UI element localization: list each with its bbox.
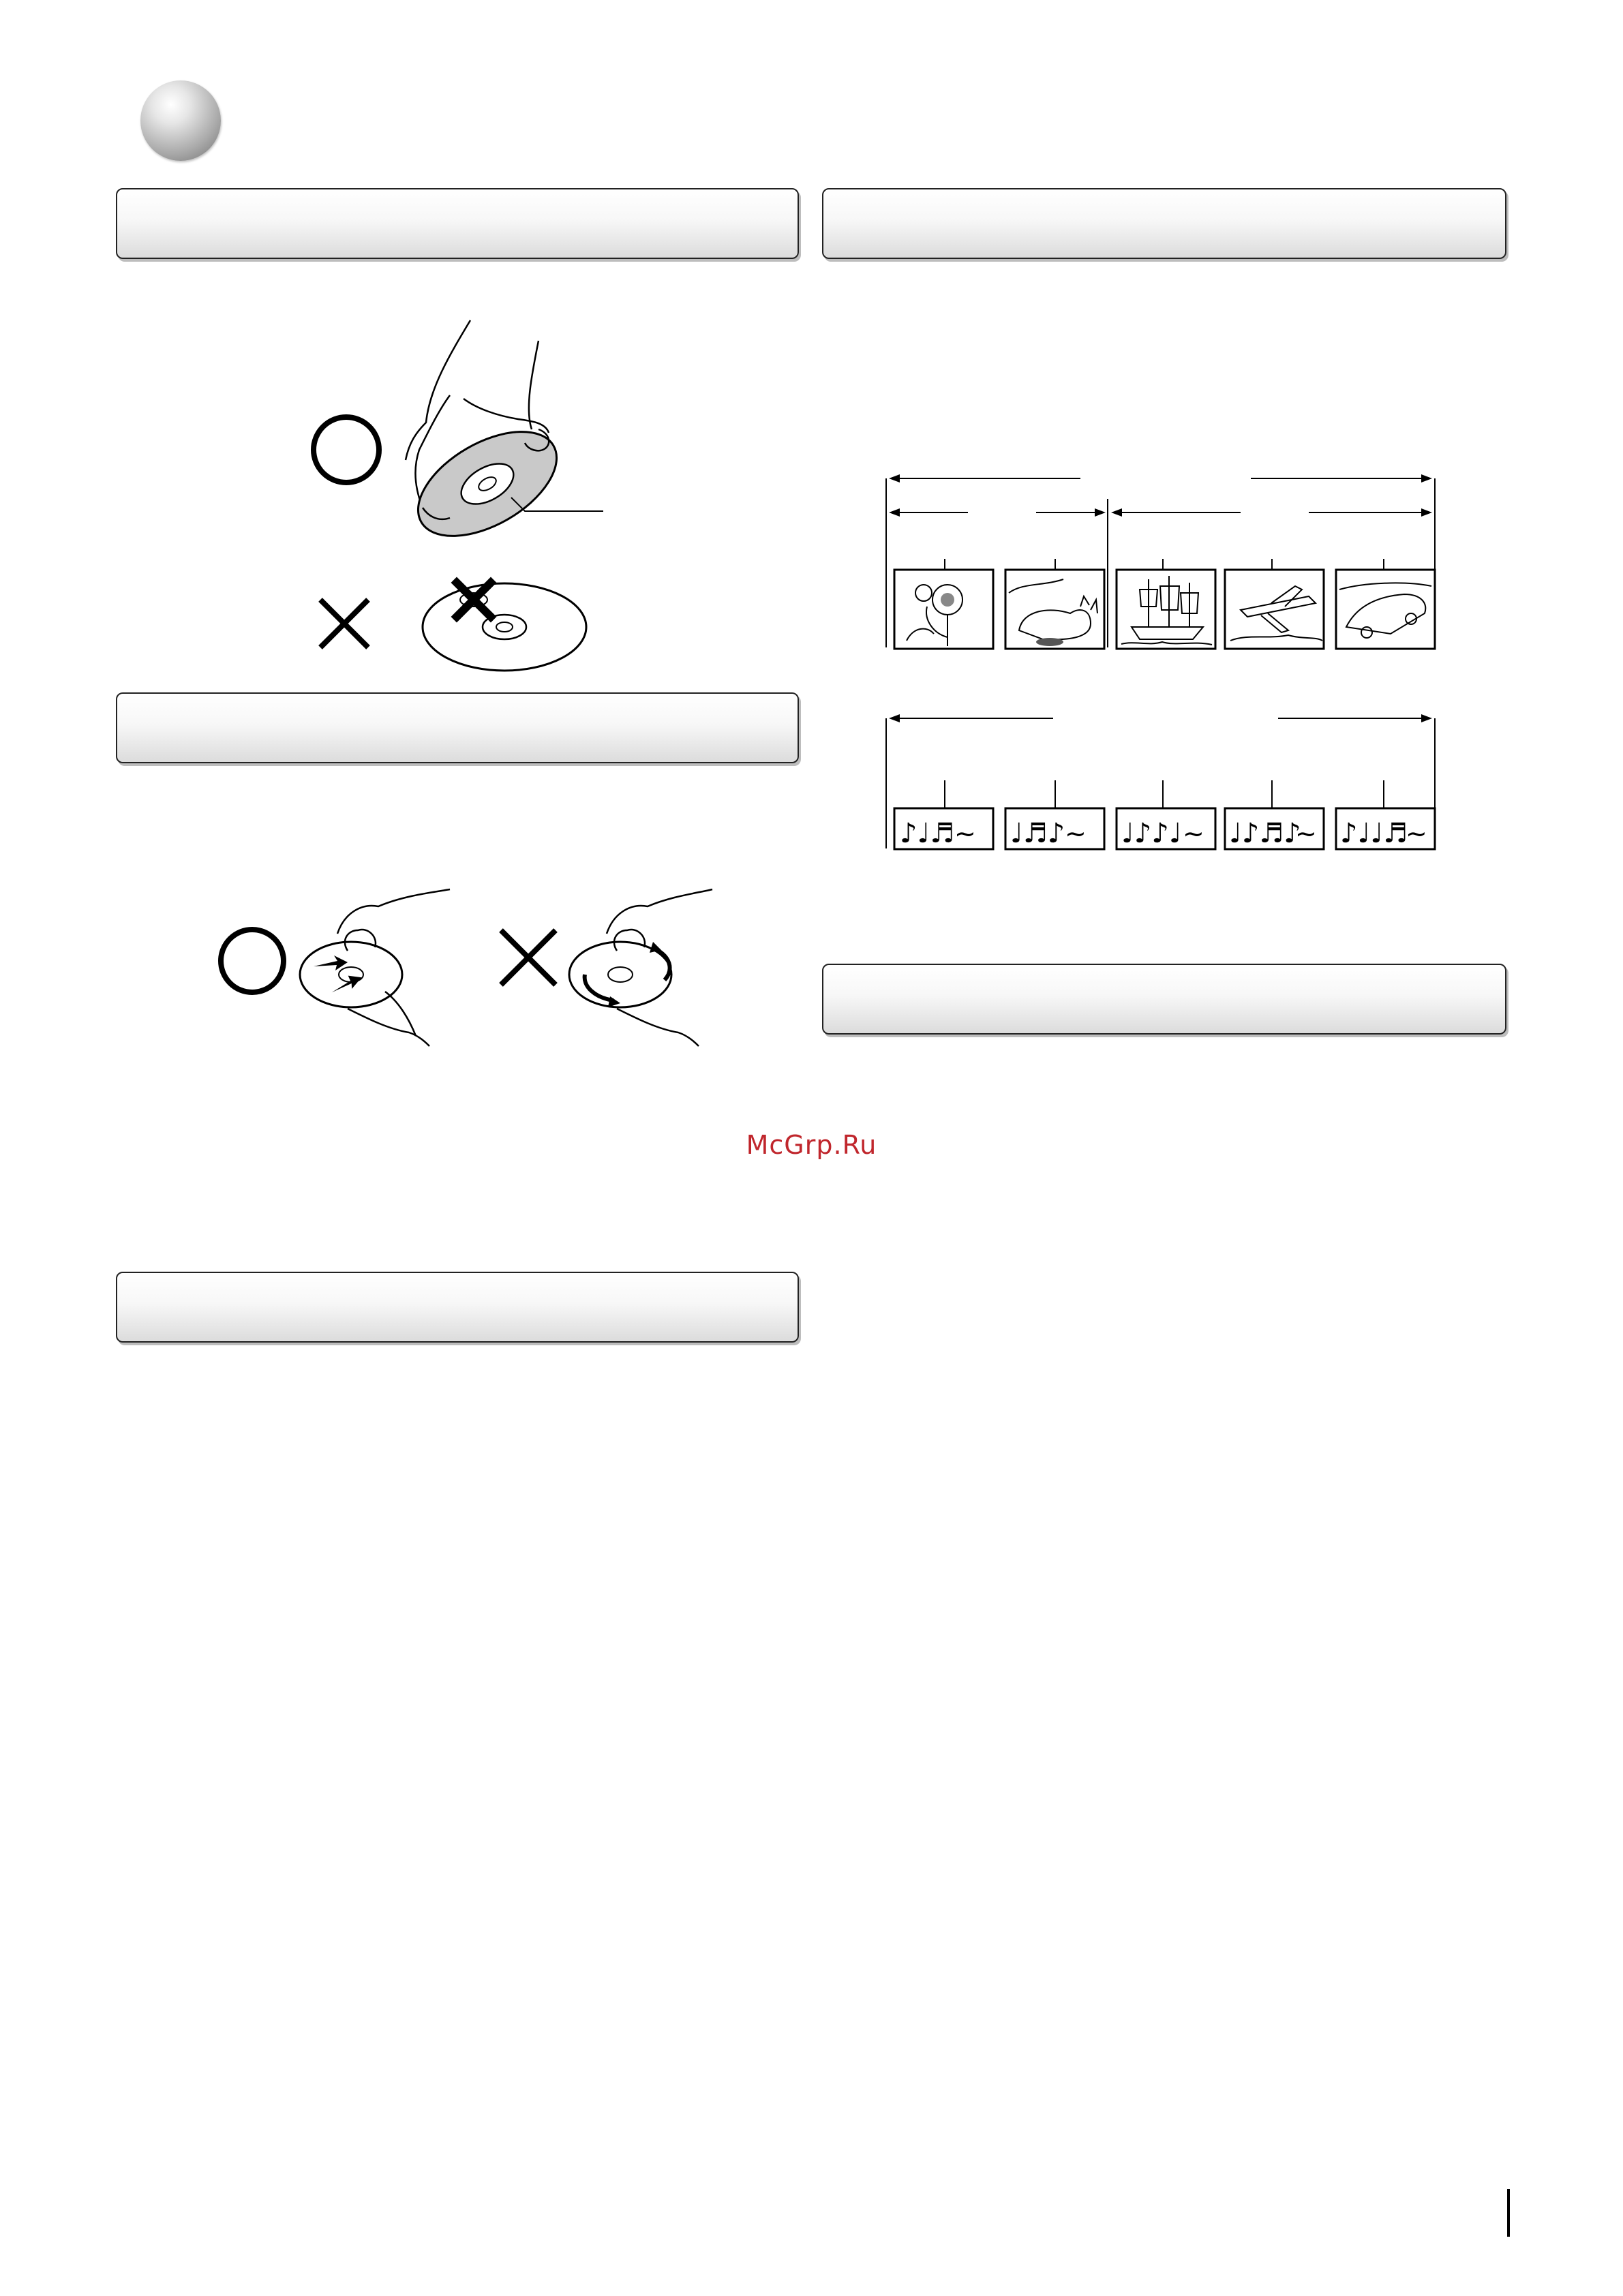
section-ball-icon	[140, 80, 221, 161]
car-scene	[1336, 570, 1435, 649]
music-notes-icon: ♩♪♪♩	[1121, 818, 1182, 849]
airplane-scene	[1225, 570, 1324, 649]
section-bar-structure	[822, 188, 1506, 259]
watermark: McGrp.Ru	[746, 1130, 877, 1160]
music-notes-icon: ♪♩♬	[900, 818, 955, 849]
circle-ok-icon	[221, 930, 284, 992]
circle-ok-icon	[314, 417, 379, 483]
sunflower-scene	[894, 570, 993, 649]
cross-no-icon	[501, 930, 556, 985]
ship-scene	[1117, 570, 1215, 649]
section-bar-handling	[116, 188, 799, 259]
hand-outline	[406, 320, 470, 460]
section-bar-disc-types	[822, 964, 1506, 1035]
page-marker	[1507, 2189, 1510, 2237]
disc-structure-audio-diagram	[886, 709, 1445, 855]
svg-text:~: ~	[1295, 818, 1317, 848]
section-bar-storing	[116, 1272, 799, 1343]
music-notes-icon: ♩♪♬♪	[1229, 818, 1301, 849]
svg-text:~: ~	[1183, 818, 1204, 848]
svg-text:~: ~	[1065, 818, 1087, 848]
disc-structure-video-diagram	[886, 470, 1445, 654]
svg-text:~: ~	[1406, 818, 1427, 848]
disc-cleaning-illustration	[211, 872, 716, 1050]
cat-scene	[1005, 570, 1104, 649]
disc-handling-illustration	[293, 313, 620, 695]
hand-outline	[337, 889, 450, 934]
music-notes-icon: ♪♩♩♬	[1340, 818, 1408, 849]
music-notes-icon: ♩♬♪	[1010, 818, 1065, 849]
cross-no-icon	[320, 600, 368, 647]
section-bar-cleaning	[116, 692, 799, 763]
svg-text:~: ~	[954, 818, 976, 848]
